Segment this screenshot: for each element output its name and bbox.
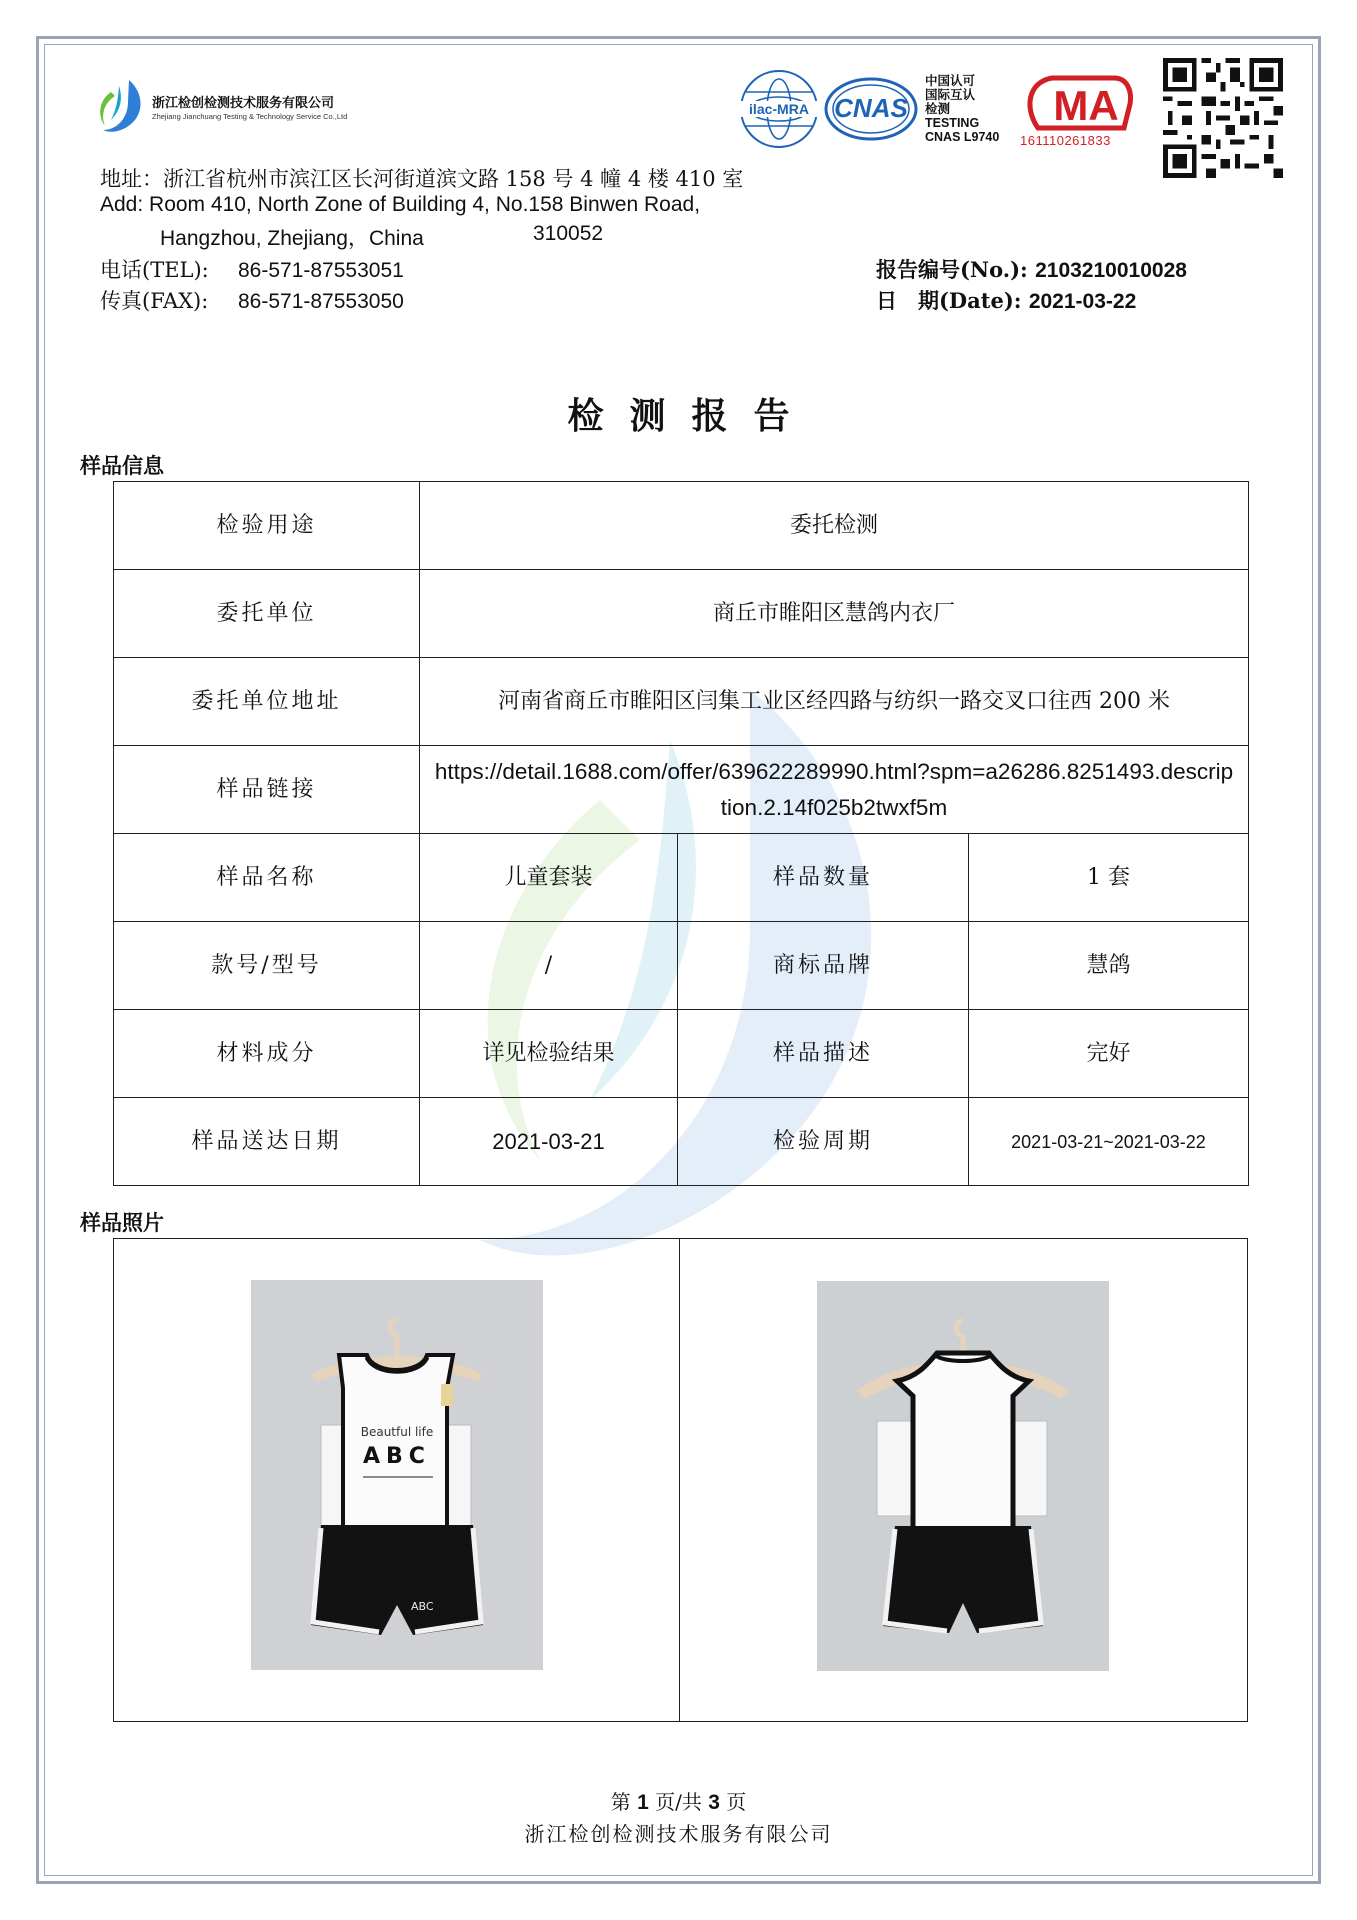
page-indicator (0, 1786, 1357, 1815)
table-row (114, 1010, 1249, 1098)
table-value: 商丘市睢阳区慧鸽内衣厂 (420, 570, 1249, 658)
cnas-logo-icon (824, 74, 919, 144)
company-name: 浙江检创检测技术服务有限公司 (152, 96, 335, 111)
fax-label: 传真(FAX): (100, 289, 209, 313)
table-row (114, 834, 1249, 922)
address-zip: 310052 (533, 222, 604, 245)
table-key: 样品送达日期 (114, 1098, 420, 1186)
report-title: 检测报告 (567, 395, 816, 437)
table-key: 委托单位地址 (114, 658, 420, 746)
section-sample-photos: 样品照片 (80, 1210, 164, 1235)
table-row (114, 570, 1249, 658)
footer-company: 浙江检创检测技术服务有限公司 (524, 1822, 833, 1846)
company-logo-icon (95, 78, 145, 136)
table-value: 委托检测 (420, 482, 1249, 570)
report-date: 2021-03-22 (1028, 290, 1137, 313)
qr-code-icon (1163, 58, 1283, 178)
table-value: 完好 (969, 1010, 1249, 1098)
table-row (114, 658, 1249, 746)
ilac-text: ilac-MRA (749, 101, 809, 117)
cma-number: 161110261833 (1020, 133, 1111, 148)
fax-line (100, 285, 404, 315)
table-value: 详见检验结果 (420, 1010, 678, 1098)
table-key: 样品数量 (678, 834, 969, 922)
shorts-letters: ABC (411, 1600, 434, 1613)
table-row (114, 1098, 1249, 1186)
sample-photo-back (817, 1281, 1109, 1671)
table-key: 样品描述 (678, 1010, 969, 1098)
table-row (114, 922, 1249, 1010)
cert-line-2: 国际互认 (925, 88, 976, 102)
table-value: 2021-03-21 (420, 1098, 678, 1186)
table-value: 儿童套装 (420, 834, 678, 922)
table-key: 委托单位 (114, 570, 420, 658)
table-key: 样品名称 (114, 834, 420, 922)
table-key: 检验周期 (678, 1098, 969, 1186)
table-value: 2021-03-21~2021-03-22 (969, 1098, 1249, 1186)
cert-line-4: TESTING (925, 116, 980, 130)
shirt-text: Beautful life (360, 1425, 434, 1439)
cert-line-3: 检测 (925, 102, 951, 116)
table-key: 材料成分 (114, 1010, 420, 1098)
page-current: 1 (637, 1791, 649, 1814)
table-value: 河南省商丘市睢阳区闫集工业区经四路与纺织一路交叉口往西 200 米 (420, 658, 1249, 746)
cert-line-5: CNAS L9740 (925, 130, 1000, 144)
address-en-line1: Add: Room 410, North Zone of Building 4, No.158 Binwen Road, (100, 193, 701, 216)
cma-text: MA (1053, 82, 1119, 129)
table-key: 商标品牌 (678, 922, 969, 1010)
report-date-label: 日 期(Date): (876, 288, 1022, 313)
table-value: / (420, 922, 678, 1010)
table-key: 款号/型号 (114, 922, 420, 1010)
report-number-label: 报告编号(No.): (876, 257, 1028, 282)
page-total: 3 (708, 1791, 720, 1814)
tel-label: 电话(TEL): (100, 258, 209, 282)
tel-value: 86-571-87553051 (238, 259, 404, 282)
table-key: 样品链接 (114, 746, 420, 834)
sample-photo-front (251, 1280, 543, 1670)
shirt-letters: ABC (363, 1444, 431, 1469)
table-key: 检验用途 (114, 482, 420, 570)
cert-text (925, 74, 999, 144)
sample-info-table (113, 481, 1249, 1186)
table-value: 1 套 (969, 834, 1249, 922)
cnas-text: CNAS (834, 93, 908, 123)
ilac-mra-logo-icon (738, 68, 820, 150)
tel-line (100, 254, 404, 284)
page-prefix: 第 (610, 1790, 631, 1814)
address-en-line2: Hangzhou, Zhejiang，China (160, 227, 424, 250)
photo-divider (679, 1238, 680, 1722)
report-number-line (876, 254, 1187, 284)
cert-line-1: 中国认可 (925, 74, 976, 88)
report-number: 2103210010028 (1035, 259, 1187, 282)
report-date-line (876, 285, 1136, 315)
section-sample-info: 样品信息 (80, 453, 164, 478)
table-row (114, 482, 1249, 570)
sample-link: https://detail.1688.com/offer/639622289990.html?spm=a26286.8251493.description.2.14f025b2twxf5m (420, 746, 1249, 834)
address-cn: 地址：浙江省杭州市滨江区长河街道滨文路 158 号 4 幢 4 楼 410 室 (100, 167, 744, 191)
table-value: 慧鸽 (969, 922, 1249, 1010)
table-row (114, 746, 1249, 834)
page-suffix: 页 (726, 1790, 747, 1814)
fax-value: 86-571-87553050 (238, 290, 404, 313)
page-mid: 页/共 (655, 1790, 702, 1814)
company-name-en: Zhejiang Jianchuang Testing & Technology Service Co.,Ltd (152, 112, 348, 121)
